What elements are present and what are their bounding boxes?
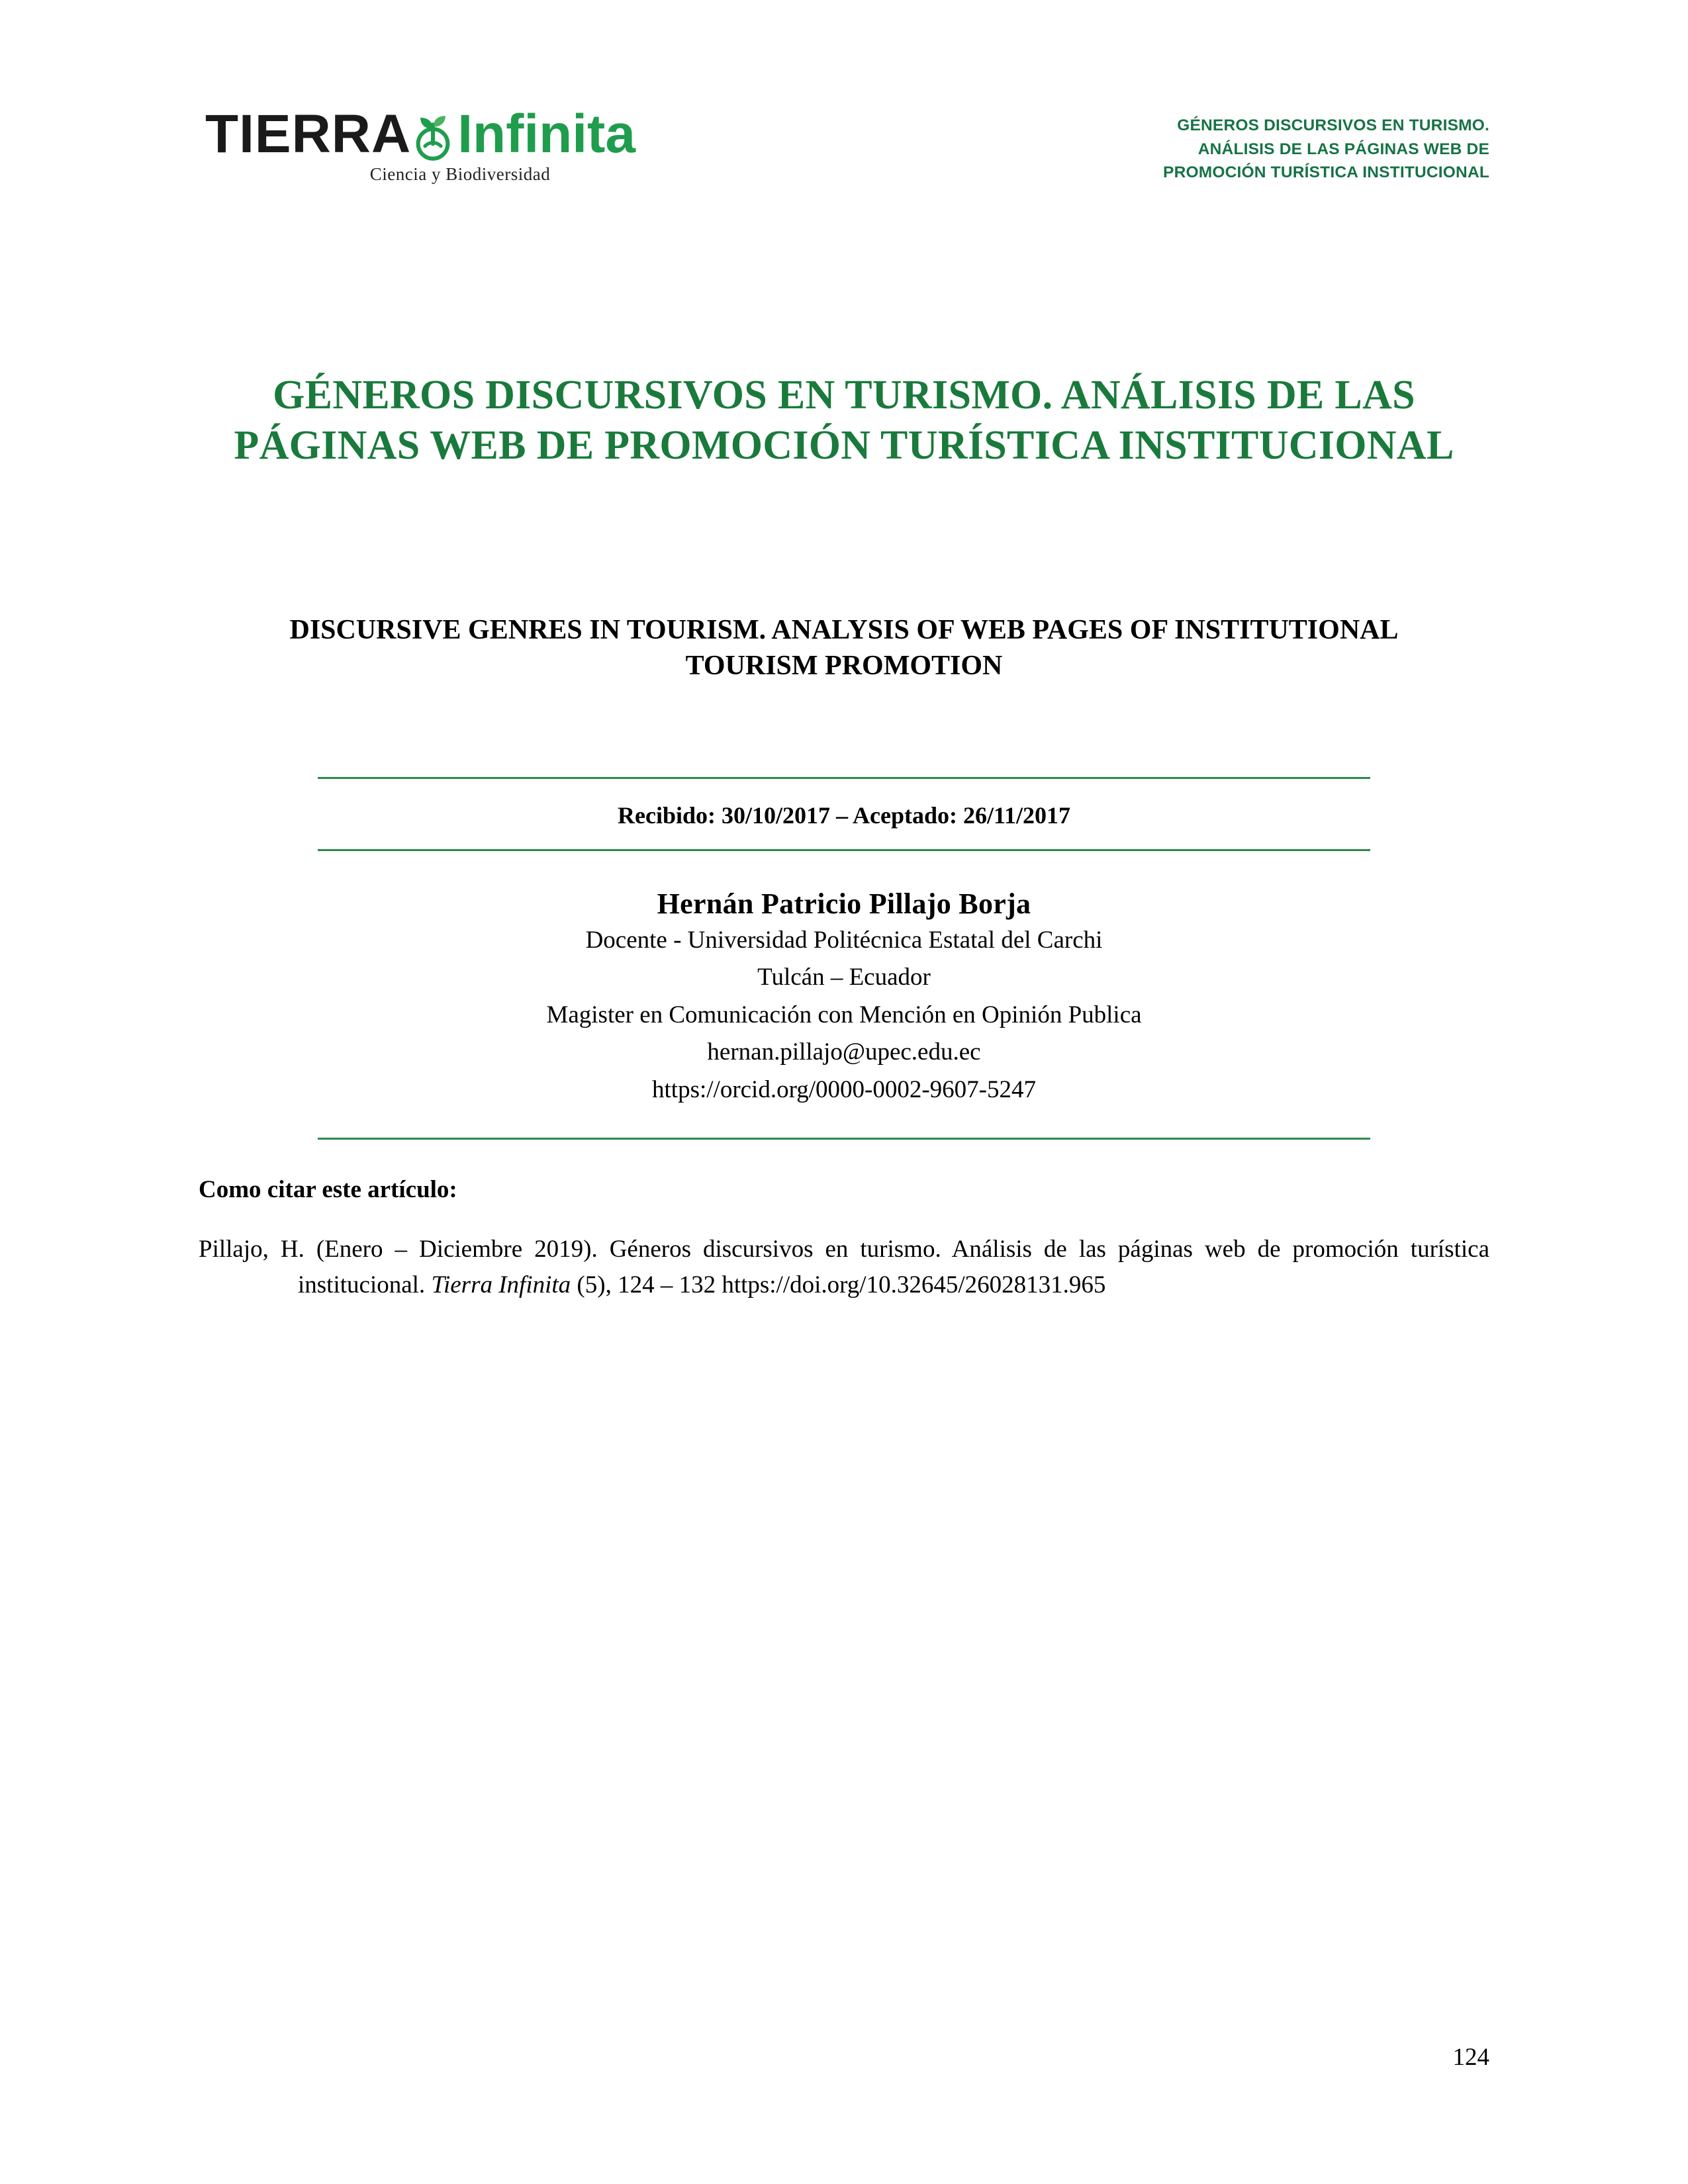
divider-middle xyxy=(318,849,1370,851)
page-number: 124 xyxy=(1452,2044,1489,2071)
author-affiliation: Docente - Universidad Politécnica Estatal del Carchi xyxy=(585,926,1103,954)
page-title-english: DISCURSIVE GENRES IN TOURISM. ANALYSIS OF WEB PAGES OF INSTITUTIONAL TOURISM PROMOTION xyxy=(289,615,1399,681)
citation-journal-name: Tierra Infinita xyxy=(431,1271,571,1299)
received-accepted-dates: Recibido: 30/10/2017 – Aceptado: 26/11/2017 xyxy=(618,801,1070,829)
running-head: GÉNEROS DISCURSIVOS EN TURISMO. ANÁLISIS DE LAS PÁGINAS WEB DE PROMOCIÓN TURÍSTICA INSTITUCIONAL xyxy=(1163,116,1489,182)
logo-wordmark xyxy=(205,106,635,163)
journal-logo xyxy=(205,106,635,185)
citation-text-part2: (5), 124 – 132 https://doi.org/10.32645/26028131.965 xyxy=(571,1271,1106,1299)
sprout-leaf-icon xyxy=(404,109,461,165)
citation-text-part1: Pillajo, H. (Enero – Diciembre 2019). Géneros discursivos en turismo. Análisis de las páginas web de promoción turística institucional. xyxy=(199,1236,1489,1299)
logo-word-infinita: Infinita xyxy=(457,104,635,164)
author-block xyxy=(199,887,1489,1140)
logo-word-tierra: TIERRA xyxy=(205,104,412,164)
dates-block xyxy=(199,777,1489,851)
page-title: GÉNEROS DISCURSIVOS EN TURISMO. ANÁLISIS DE LAS PÁGINAS WEB DE PROMOCIÓN TURÍSTICA INSTITUCIONAL xyxy=(234,373,1454,468)
page-header xyxy=(199,99,1489,251)
logo-tagline: Ciencia y Biodiversidad xyxy=(369,164,551,184)
divider-bottom-wrap xyxy=(199,1138,1489,1140)
citation-heading: Como citar este artículo: xyxy=(199,1176,457,1204)
author-degree: Magister en Comunicación con Mención en Opinión Publica xyxy=(546,1001,1142,1028)
author-name: Hernán Patricio Pillajo Borja xyxy=(657,887,1031,920)
divider-bottom xyxy=(318,1138,1370,1140)
citation-text xyxy=(199,1232,1489,1302)
author-orcid-link[interactable]: https://orcid.org/0000-0002-9607-5247 xyxy=(652,1075,1036,1103)
author-email[interactable]: hernan.pillajo@upec.edu.ec xyxy=(707,1038,981,1066)
author-location: Tulcán – Ecuador xyxy=(757,964,931,991)
